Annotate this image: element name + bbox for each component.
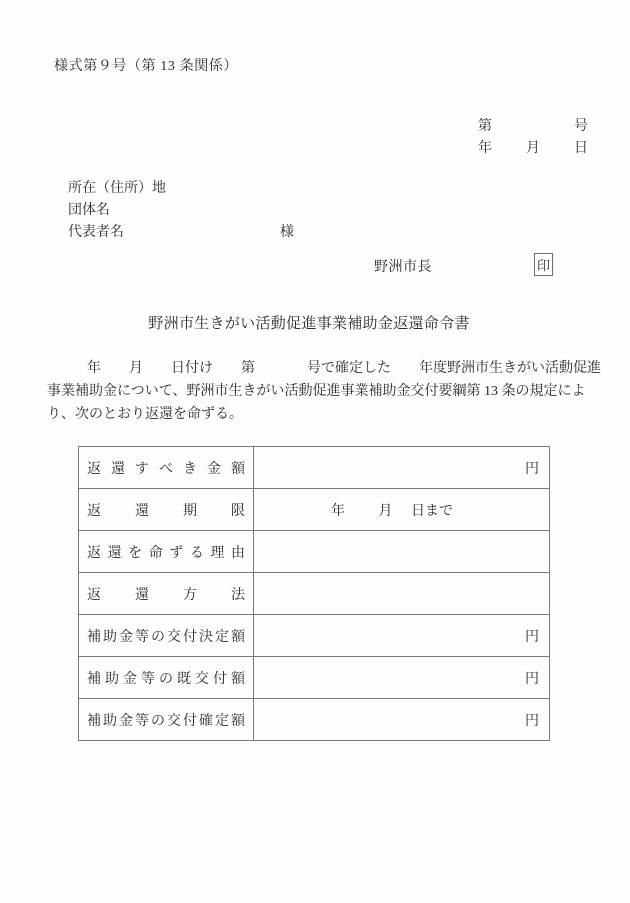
label-char: 助	[103, 713, 117, 729]
label-char: 限	[231, 503, 245, 519]
body-fiscal-year: 年度野洲市生きがい活動促進	[419, 361, 601, 376]
table-row	[79, 699, 550, 741]
label-chars	[87, 500, 245, 520]
document-meta	[478, 116, 586, 160]
label-char: 助	[103, 629, 117, 645]
table-row	[79, 447, 550, 489]
page-title-text: 野洲市生きがい活動促進事業補助金返還命令書	[148, 316, 470, 332]
label-char: 還	[135, 587, 149, 603]
table-row	[79, 573, 550, 615]
row-value-return-amount[interactable]	[254, 447, 550, 489]
row-label-grant-decision-amount	[79, 615, 254, 657]
label-char: 額	[231, 671, 245, 687]
date-day-label: 日	[574, 141, 588, 156]
label-char: 確	[199, 713, 213, 729]
label-char: 付	[183, 713, 197, 729]
recipient-block	[68, 178, 294, 244]
row-label-already-granted-amount	[79, 657, 254, 699]
body-line-2: 事業補助金について、野洲市生きがい活動促進事業補助金交付要綱第 13 条の規定によ	[47, 384, 586, 399]
label-char: の	[151, 629, 165, 645]
label-char: 等	[141, 671, 155, 687]
label-char: 金	[119, 629, 133, 645]
label-char: 方	[183, 587, 197, 603]
body-day-label: 日付け	[171, 361, 213, 376]
row-label-return-amount	[79, 447, 254, 489]
body-month-label: 月	[129, 361, 143, 376]
form-number: 様式第９号（第 13 条関係）	[54, 59, 238, 74]
label-char: 助	[105, 671, 119, 687]
body-year-label: 年	[87, 361, 101, 376]
row-label-return-method	[79, 573, 254, 615]
currency-unit: 円	[525, 713, 539, 729]
label-char: 命	[148, 545, 163, 561]
recipient-organization-line	[68, 200, 166, 222]
label-char: 付	[213, 671, 227, 687]
body-number-suffix: 号で確定した	[307, 361, 391, 376]
label-char: 等	[135, 713, 149, 729]
label-char: 金	[119, 713, 133, 729]
page-title	[0, 312, 630, 333]
recipient-organization-label: 団体名	[68, 203, 110, 218]
label-char: の	[159, 671, 173, 687]
label-char: 補	[87, 713, 101, 729]
label-chars	[87, 626, 245, 646]
row-label-return-deadline	[79, 489, 254, 531]
seal-stamp-icon: 印	[534, 253, 553, 276]
recipient-honorific: 様	[280, 225, 294, 240]
label-char: き	[183, 461, 197, 477]
label-char: 交	[167, 713, 181, 729]
label-char: 金	[207, 461, 221, 477]
label-char: 返	[87, 545, 101, 561]
label-char: 付	[183, 629, 197, 645]
document-date-row	[478, 138, 586, 160]
label-char: 額	[231, 713, 245, 729]
label-char: べ	[159, 461, 173, 477]
deadline-year-label: 年	[331, 503, 345, 519]
label-char: 決	[199, 629, 213, 645]
recipient-address-line	[68, 178, 166, 200]
label-chars	[87, 668, 245, 688]
label-char: ず	[169, 545, 184, 561]
label-char: 既	[177, 671, 191, 687]
label-char: 還	[107, 545, 122, 561]
label-chars	[87, 458, 245, 478]
row-value-return-reason[interactable]	[254, 531, 550, 573]
row-value-grant-confirmed-amount[interactable]	[254, 699, 550, 741]
label-char: 理	[210, 545, 225, 561]
issuer-block	[374, 256, 550, 276]
table-row	[79, 615, 550, 657]
body-line-3: り、次のとおり返還を命ずる。	[47, 407, 243, 422]
label-char: 返	[87, 461, 101, 477]
label-char: 期	[183, 503, 197, 519]
label-char: 返	[87, 587, 101, 603]
row-value-return-method[interactable]	[254, 573, 550, 615]
row-label-grant-confirmed-amount	[79, 699, 254, 741]
label-char: 還	[111, 461, 125, 477]
date-year-label: 年	[478, 141, 492, 156]
label-char: 金	[123, 671, 137, 687]
label-char: の	[151, 713, 165, 729]
issuer-name: 野洲市長	[374, 260, 432, 275]
label-char: 由	[230, 545, 245, 561]
table-body	[79, 447, 550, 741]
label-char: す	[135, 461, 149, 477]
table-row	[79, 531, 550, 573]
row-label-return-reason	[79, 531, 254, 573]
document-number-suffix: 号	[574, 119, 588, 134]
label-char: 定	[215, 713, 229, 729]
recipient-address-label: 所在（住所）地	[68, 181, 166, 196]
currency-unit: 円	[525, 461, 539, 477]
table-row	[79, 657, 550, 699]
deadline-month-label: 月	[378, 503, 393, 519]
body-line-1	[47, 357, 601, 380]
label-char: 還	[135, 503, 149, 519]
label-char: 交	[195, 671, 209, 687]
body-number-prefix: 第	[241, 361, 255, 376]
label-char: を	[128, 545, 143, 561]
document-number-row	[478, 116, 586, 138]
table-row	[79, 489, 550, 531]
label-char: 補	[87, 671, 101, 687]
label-char: 額	[231, 461, 245, 477]
currency-unit: 円	[525, 629, 539, 645]
recipient-representative-line	[68, 222, 294, 244]
label-char: 補	[87, 629, 101, 645]
label-char: 法	[231, 587, 245, 603]
currency-unit: 円	[525, 671, 539, 687]
label-char: 交	[167, 629, 181, 645]
label-chars	[87, 542, 245, 562]
date-month-label: 月	[526, 141, 540, 156]
label-char: 額	[231, 629, 245, 645]
label-chars	[87, 710, 245, 730]
label-char: る	[189, 545, 204, 561]
row-value-grant-decision-amount[interactable]	[254, 615, 550, 657]
body-paragraph	[47, 357, 601, 426]
return-order-table	[78, 446, 550, 741]
label-char: 返	[87, 503, 101, 519]
row-value-return-deadline[interactable]	[254, 489, 550, 531]
label-chars	[87, 584, 245, 604]
row-value-already-granted-amount[interactable]	[254, 657, 550, 699]
recipient-representative-label: 代表者名	[68, 225, 124, 240]
label-char: 定	[215, 629, 229, 645]
document-number-prefix: 第	[478, 119, 492, 134]
label-char: 等	[135, 629, 149, 645]
deadline-day-label: 日まで	[411, 503, 453, 519]
deadline-date-fields	[264, 500, 539, 520]
